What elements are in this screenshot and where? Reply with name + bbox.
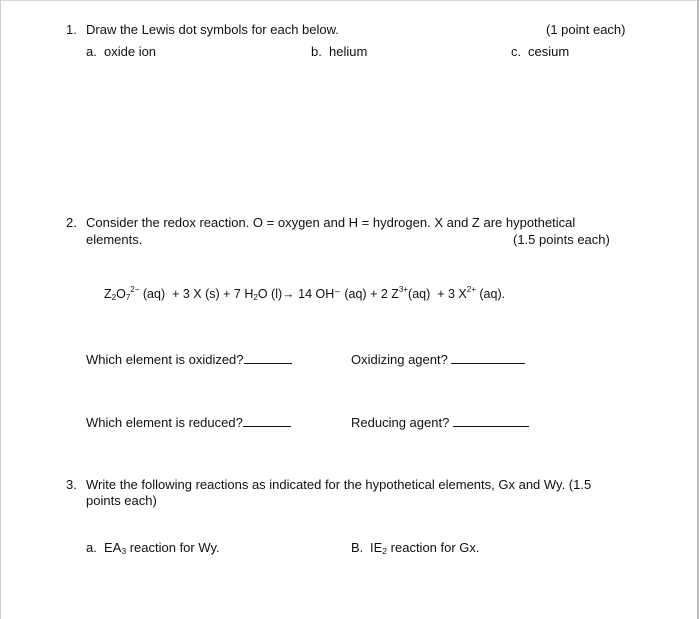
q3-part-b (370, 540, 480, 556)
eq-z-charge: 3+ (398, 285, 409, 294)
q1-part-b-text: helium (329, 44, 368, 59)
eq-dichromate-charge: 2− (130, 285, 140, 294)
q1-part-c-letter: c. (511, 44, 522, 59)
page-left-edge (0, 0, 1, 619)
q2-prompt-line2: elements. (86, 232, 143, 247)
q1-points: (1 point each) (546, 22, 626, 37)
page-top-edge (0, 0, 700, 1)
reducing-agent-blank[interactable] (453, 415, 529, 427)
q3-part-a-sub: 3 (121, 546, 127, 556)
q1-number: 1. (66, 22, 77, 37)
q3-part-b-post: reaction for Gx. (390, 540, 480, 555)
reduced-question (86, 415, 291, 431)
eq-term2: + 3 X (s) (172, 287, 220, 301)
q3-prompt-line2: points each) (86, 493, 157, 508)
q1-prompt: Draw the Lewis dot symbols for each below. (86, 22, 339, 37)
q3-part-a-post: reaction for Wy. (129, 540, 220, 555)
reducing-agent-text: Reducing agent? (351, 415, 450, 430)
page-right-edge (697, 0, 699, 619)
q3-number: 3. (66, 477, 77, 492)
redox-equation (104, 286, 505, 302)
oxidized-question (86, 352, 292, 368)
q3-prompt-line1: Write the following reactions as indicated for the hypothetical elements, Gx and Wy. (1.5 (86, 477, 592, 492)
oxidized-answer-blank[interactable] (244, 352, 292, 364)
q2-prompt-line1: Consider the redox reaction. O = oxygen and H = hydrogen. X and Z are hypothetical (86, 215, 576, 230)
q1-part-a-text: oxide ion (104, 44, 157, 59)
oxidizing-agent-blank[interactable] (451, 352, 525, 364)
eq-term5-pre: + 2 Z (370, 287, 399, 301)
eq-term4: 14 OH⁻ (aq) (298, 287, 367, 301)
q3-part-a-pre: EA (104, 540, 122, 555)
q3-part-a-letter: a. (86, 540, 97, 555)
eq-o: O (116, 287, 126, 301)
q3-part-b-pre: IE (370, 540, 383, 555)
eq-term1-state: (aq) (142, 287, 166, 301)
eq-term6-pre: + 3 X (437, 287, 467, 301)
eq-term3-post: O (l) (257, 287, 283, 301)
q3-part-b-sub: 2 (382, 546, 388, 556)
eq-x-charge: 2+ (466, 285, 476, 294)
oxidized-question-text: Which element is oxidized? (86, 352, 244, 367)
reducing-agent-question (351, 415, 529, 431)
q3-part-a (104, 540, 220, 556)
reduced-question-text: Which element is reduced? (86, 415, 243, 430)
oxidizing-agent-text: Oxidizing agent? (351, 352, 448, 367)
q1-part-b-letter: b. (311, 44, 322, 59)
q2-points: (1.5 points each) (513, 232, 610, 247)
eq-z-subscript: 2 (111, 293, 117, 302)
oxidizing-agent-question (351, 352, 525, 368)
eq-term6-post: (aq). (479, 287, 506, 301)
eq-o-subscript: 7 (125, 293, 131, 302)
q1-part-c-text: cesium (528, 44, 570, 59)
eq-arrow: → (282, 287, 295, 301)
q3-part-b-letter: B. (351, 540, 364, 555)
q2-number: 2. (66, 215, 77, 230)
eq-h-subscript: 2 (253, 293, 258, 302)
eq-term3-pre: + 7 H (223, 287, 254, 301)
eq-z: Z (104, 287, 112, 301)
reduced-answer-blank[interactable] (243, 415, 291, 427)
q1-part-a-letter: a. (86, 44, 97, 59)
eq-term5-post: (aq) (408, 287, 431, 301)
